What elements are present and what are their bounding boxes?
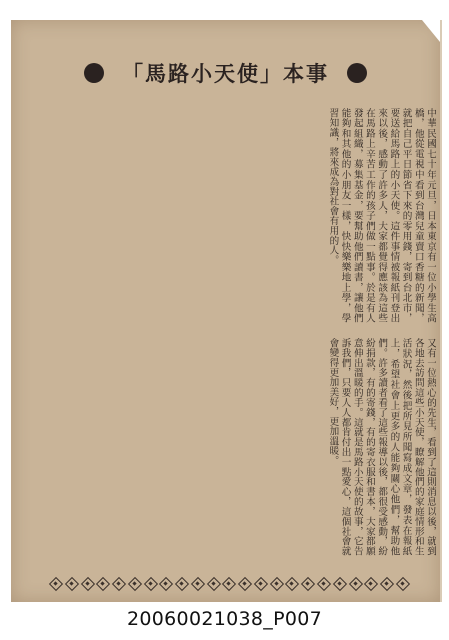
ornament-icon [191,577,204,590]
ornament-icon [112,577,125,590]
bullet-dot-icon [347,63,367,83]
ornament-icon [380,577,393,590]
ornament-icon [128,577,141,590]
ornament-icon [364,577,377,590]
decorative-border [49,573,409,593]
title-row [11,56,440,90]
ornament-icon [144,577,157,590]
document-title: 事本「使天小路馬」 [122,61,329,86]
ornament-icon [175,577,188,590]
ornament-icon [159,577,172,590]
ornament-icon [333,577,346,590]
ornament-icon [317,577,330,590]
folded-corner [422,20,440,42]
ornament-icon [49,577,62,590]
ornament-icon [270,577,283,590]
ornament-icon [301,577,314,590]
ornament-icon [396,577,409,590]
ornament-icon [285,577,298,590]
body-text-bottom: 又有一位熱心的先生，看到了這則消息以後，就到各地去訪問這些小天使，瞭解他們的家庭情形和生活狀況，然後把所見所聞寫成文章，發表在報紙上，希望社會上更多的人能夠關心他們，幫助他們。許多讀者看了這些報導以後，都很受感動，紛紛捐款，有的寄錢，有的寄衣服和書本，大家都願意伸出溫暖的手。這就是馬路小天使的故事，它告訴我們，只要人人都肯付出一點愛心，這個社會就會變得更加美好，更加溫暖。 [327,338,436,556]
ornament-icon [65,577,78,590]
ornament-icon [238,577,251,590]
ornament-icon [207,577,220,590]
archive-caption: 20060021038_P007 [127,608,322,630]
ornament-icon [349,577,362,590]
ornament-icon [222,577,235,590]
ornament-icon [254,577,267,590]
body-text-top: 中華民國七十年元旦，日本東京有一位小學生高橋，他從電視中看到台灣兒童賣口香糖的新聞，就把自己平日節省下來的零用錢，寄到台北市，要送給馬路上的小天使。這件事情被報紙刊登出來以後，感動了許多人，大家都覺得應該為這些在馬路上辛苦工作的孩子們做一點事。於是有人發起組織，募集基金，要幫助他們讀書，讓他們能夠和其他的小朋友一樣，快快樂樂地上學，學習知識，將來成為對社會有用的人。 [327,108,436,323]
ornament-icon [96,577,109,590]
bullet-dot-icon [84,63,104,83]
document-sheet [11,20,442,602]
ornament-icon [81,577,94,590]
